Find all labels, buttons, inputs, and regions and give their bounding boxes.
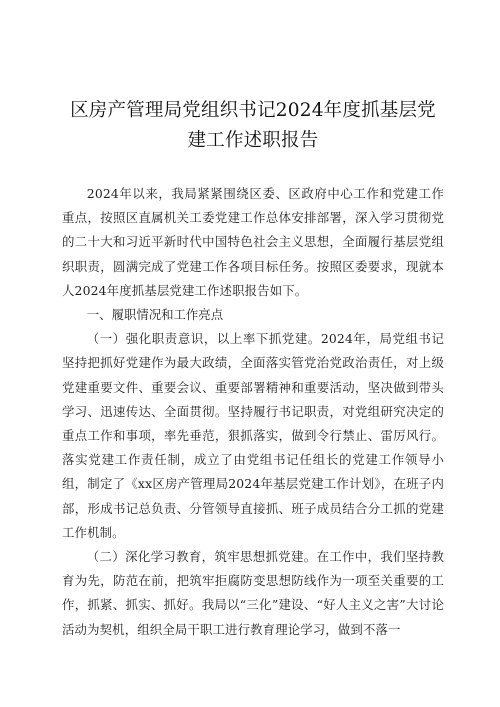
intro-paragraph: 2024年以来，我局紧紧围绕区委、区政府中心工作和党建工作重点，按照区直属机关工委党建工作总体安排部署，深入学习贯彻党的二十大和习近平新时代中国特色社会主义思想，全面履行基层党组织职责，圆满完成了党建工作各项目标任务。按照区委要求，现就本人2024年度抓基层党建工作述职报告如下。 xyxy=(62,186,444,298)
section-heading: 一、履职情况和工作亮点 xyxy=(86,307,224,323)
title-line-1: 区房产管理局党组织书记2024年度抓基层党 xyxy=(70,100,436,121)
document-title xyxy=(62,96,444,156)
title-line-2: 建工作述职报告 xyxy=(187,130,319,151)
body-paragraph-2: （二）深化学习教育，筑牢思想抓党建。在工作中，我们坚持教育为先，防范在前，把筑牢拒腐防变思想防线作为一项至关重要的工作，抓紧、抓实、抓好。我局以“三化”建设、“好人主义之害”大讨论活动为契机，组织全局干职工进行教育理论学习，做到不落一 xyxy=(62,549,444,637)
body-paragraph-1: （一）强化职责意识，以上率下抓党建。2024年，局党组书记坚持把抓好党建作为最大政绩，全面落实管党治党政治责任，对上级党建重要文件、重要会议、重要部署精神和重要活动，坚决做到带头学习、迅速传达、全面贯彻。坚持履行书记职责，对党组研究决定的重点工作和事项，率先垂范，狠抓落实，做到令行禁止、雷厉风行。落实党建工作责任制，成立了由党组书记任组长的党建工作领导小组，制定了《xx区房产管理局2024年基层党建工作计划》，在班子内部，形成书记总负责、分管领导直接抓、班子成员结合分工抓的党建工作机制。 xyxy=(62,331,444,540)
